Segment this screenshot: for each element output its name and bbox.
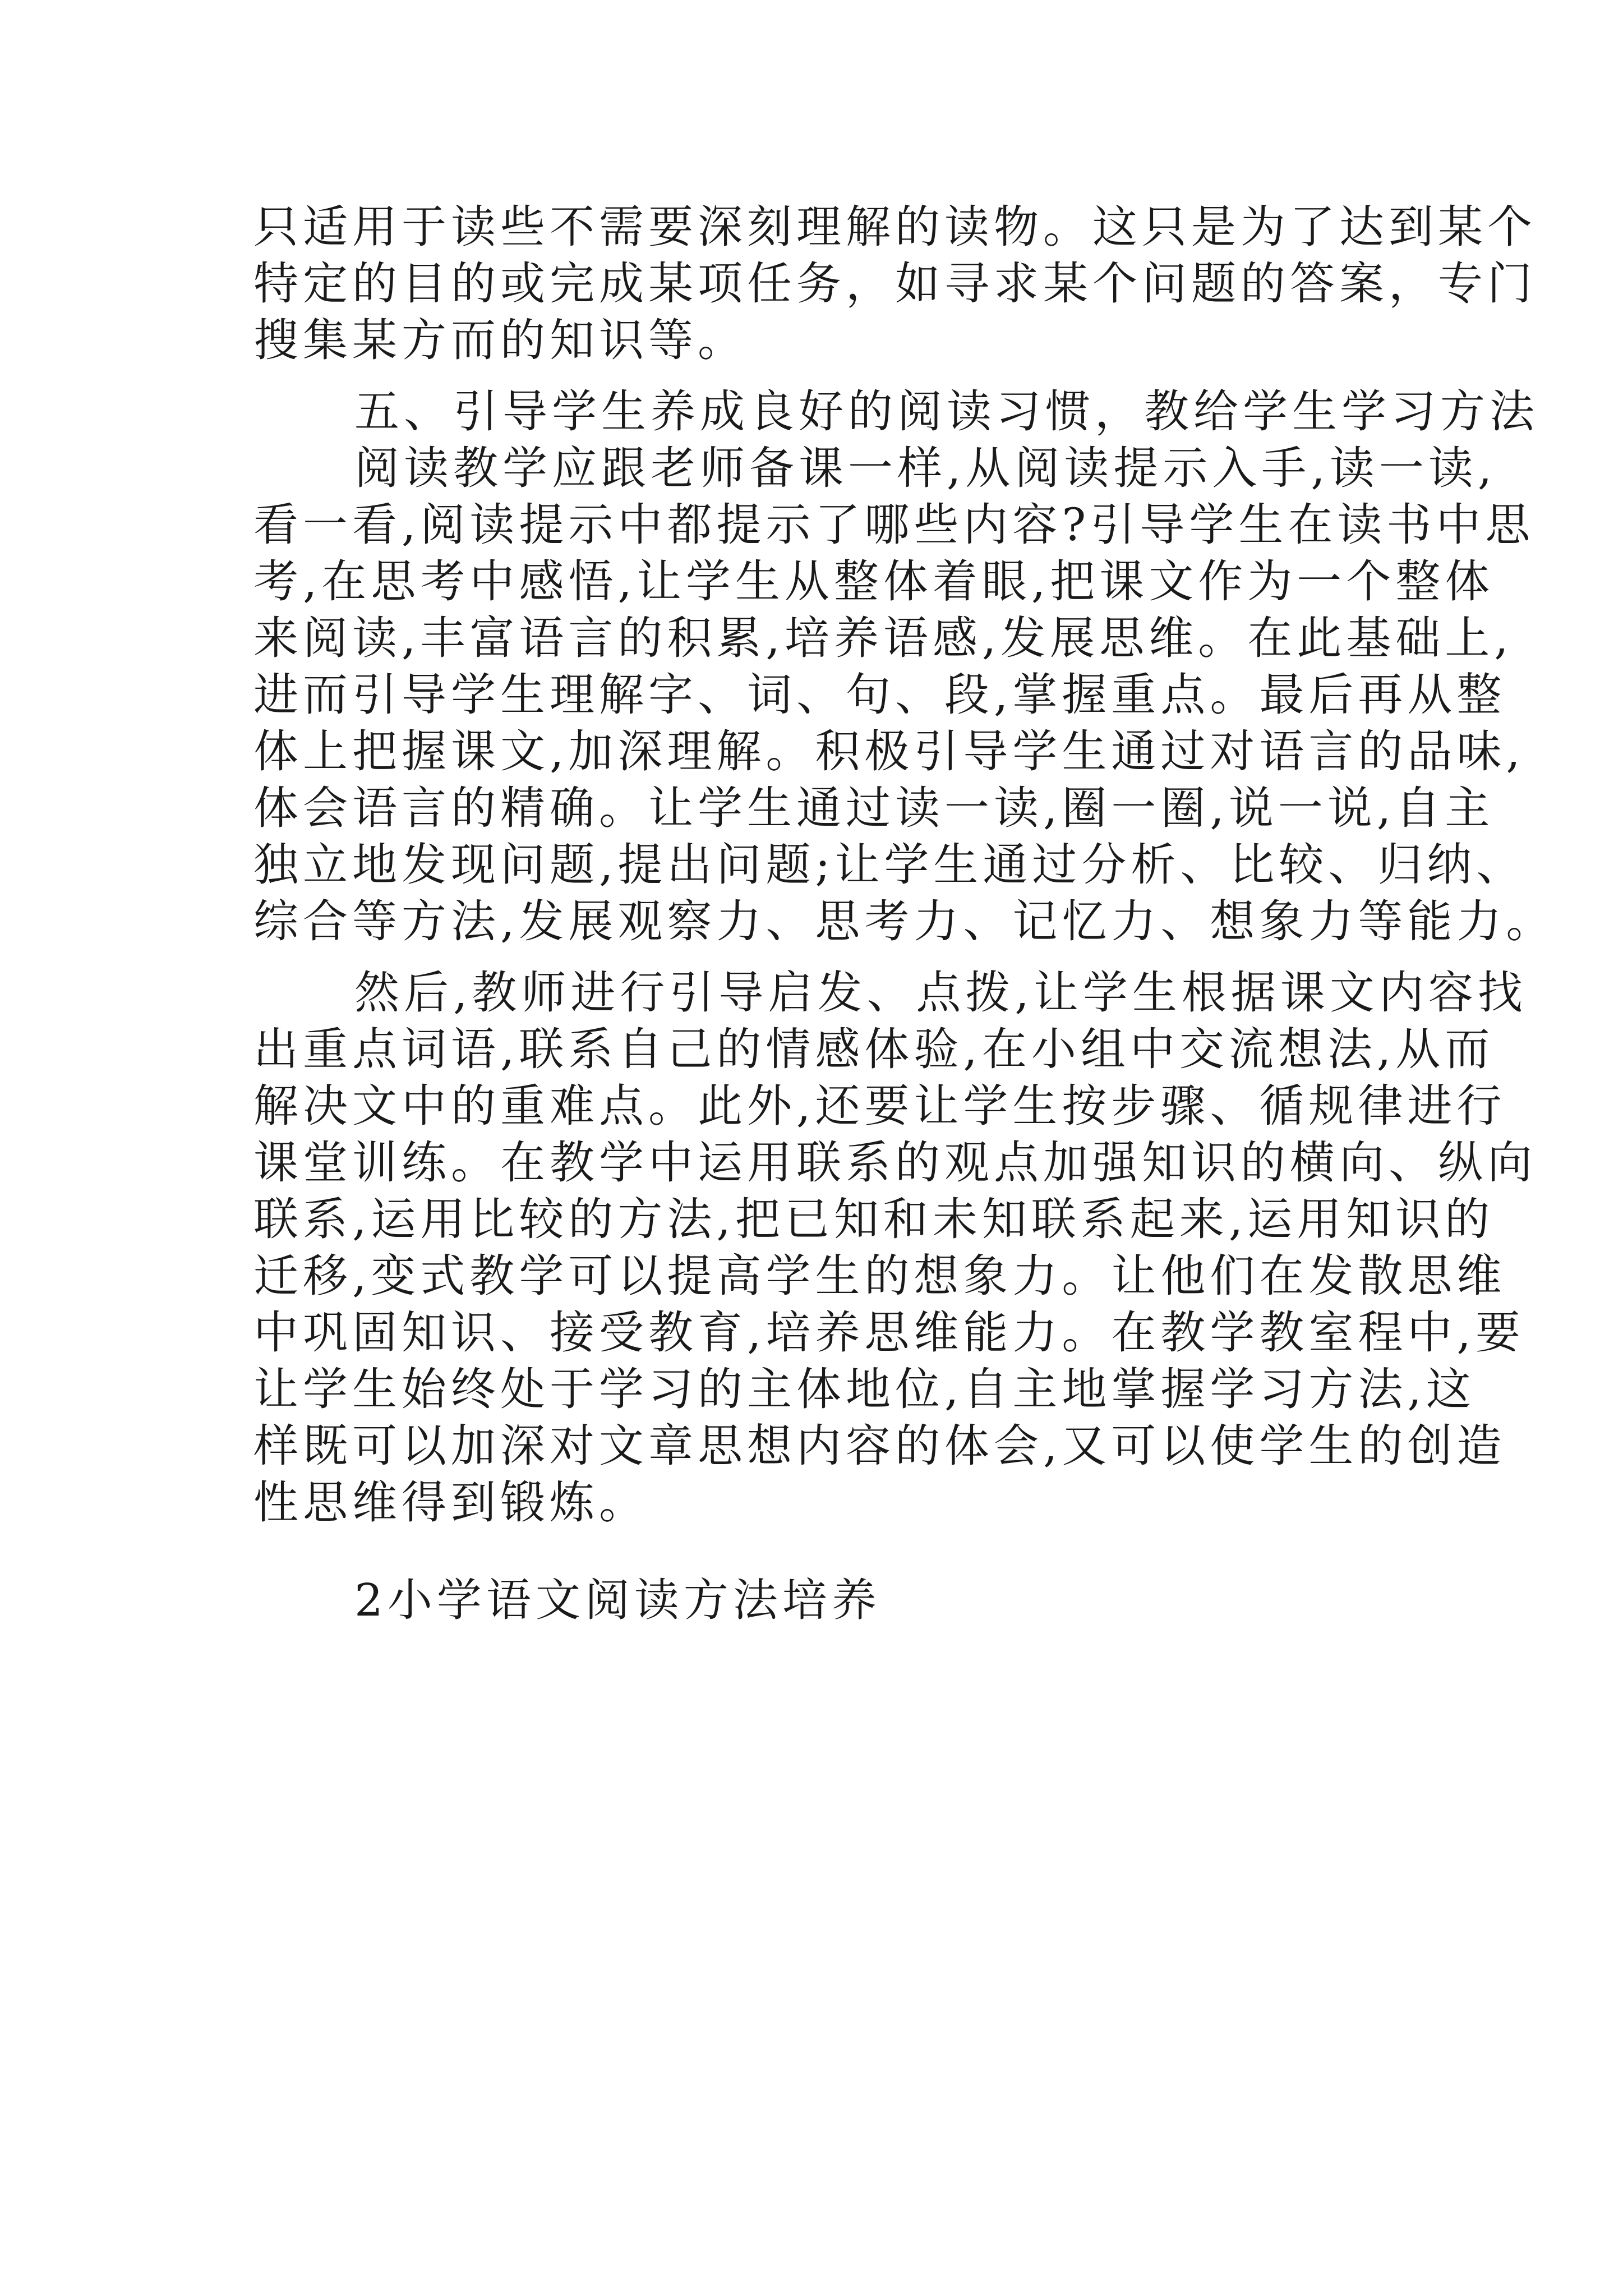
section-heading-2: 2小学语文阅读方法培养 [354, 1574, 881, 1626]
text-line: 出重点词语,联系自己的情感体验,在小组中交流想法,从而 [253, 1023, 1495, 1075]
text-line: 综合等方法,发展观察力、思考力、记忆力、想象力等能力。 [253, 895, 1556, 947]
text-line: 独立地发现问题,提出问题;让学生通过分析、比较、归纳、 [253, 839, 1526, 891]
text-line: 联系,运用比较的方法,把已知和未知联系起来,运用知识的 [253, 1193, 1495, 1245]
text-line: 阅读教学应跟老师备课一样,从阅读提示入手,读一读, [354, 442, 1497, 494]
text-line: 特定的目的或完成某项任务，如寻求某个问题的答案，专门 [253, 257, 1537, 310]
section-heading-5: 五、引导学生养成良好的阅读习惯，教给学生学习方法 [354, 385, 1539, 438]
text-line: 迁移,变式教学可以提高学生的想象力。让他们在发散思维 [253, 1250, 1506, 1302]
paragraph-teacher-guidance [253, 964, 1537, 1531]
text-line: 课堂训练。在教学中运用联系的观点加强知识的横向、纵向 [253, 1137, 1537, 1189]
text-line: 体会语言的精确。让学生通过读一读,圈一圈,说一说,自主 [253, 782, 1495, 834]
text-line: 看一看,阅读提示中都提示了哪些内容?引导学生在读书中思 [253, 499, 1535, 551]
text-line: 中巩固知识、接受教育,培养思维能力。在教学教室程中,要 [253, 1306, 1525, 1359]
text-line: 让学生始终处于学习的主体地位,自主地掌握学习方法,这 [253, 1363, 1476, 1415]
paragraph-continued [253, 199, 1537, 369]
text-line: 来阅读,丰富语言的积累,培养语感,发展思维。在此基础上, [253, 612, 1513, 664]
text-line: 进而引导学生理解字、词、句、段,掌握重点。最后再从整 [253, 669, 1506, 721]
text-line: 考,在思考中感悟,让学生从整体着眼,把课文作为一个整体 [253, 555, 1495, 608]
document-body [253, 199, 1556, 1628]
text-line: 性思维得到锻炼。 [253, 1476, 648, 1529]
text-line: 体上把握课文,加深理解。积极引导学生通过对语言的品味, [253, 725, 1525, 777]
text-line: 只适用于读些不需要深刻理解的读物。这只是为了达到某个 [253, 201, 1537, 253]
text-line: 然后,教师进行引导启发、点拨,让学生根据课文内容找 [354, 967, 1527, 1019]
paragraph-reading-teaching [253, 440, 1556, 950]
text-line: 解决文中的重难点。此外,还要让学生按步骤、循规律进行 [253, 1080, 1506, 1132]
text-line: 样既可以加深对文章思想内容的体会,又可以使学生的创造 [253, 1420, 1506, 1472]
text-line: 搜集某方而的知识等。 [253, 314, 747, 366]
